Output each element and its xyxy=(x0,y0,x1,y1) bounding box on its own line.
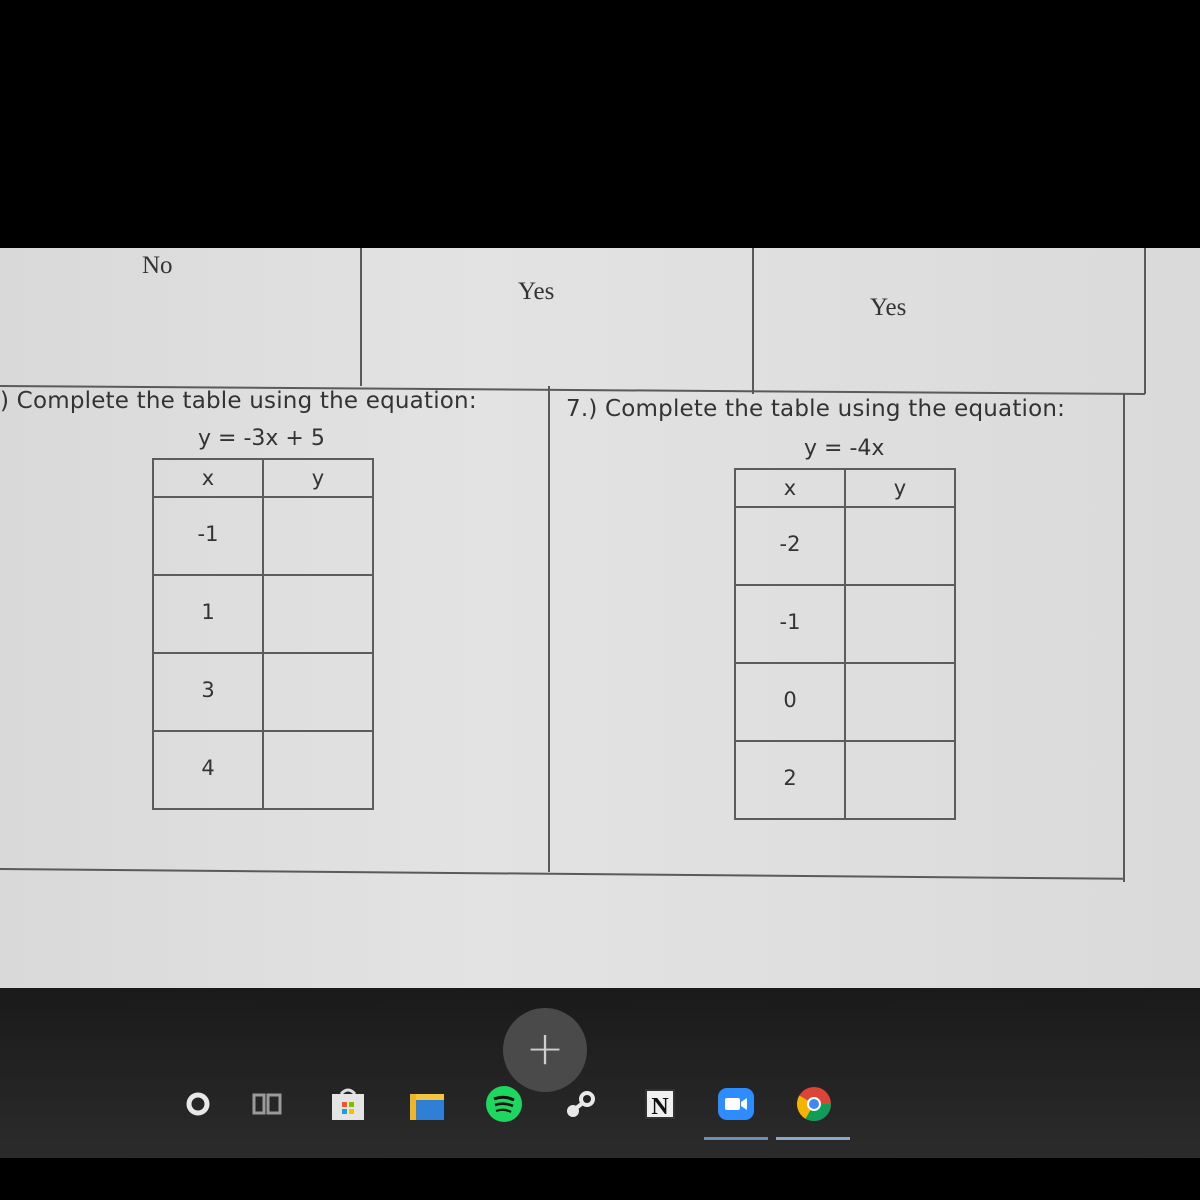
y-answer-cell[interactable] xyxy=(845,585,955,663)
answer-no: No xyxy=(142,252,173,279)
y-answer-cell[interactable] xyxy=(263,653,373,731)
chrome-icon[interactable] xyxy=(794,1084,834,1124)
table-row xyxy=(735,507,955,585)
table-row xyxy=(735,663,955,741)
x-cell: -2 xyxy=(735,507,845,585)
table-row xyxy=(153,497,373,575)
notion-icon[interactable] xyxy=(640,1084,680,1124)
table-row xyxy=(735,741,955,819)
y-answer-cell[interactable] xyxy=(263,575,373,653)
x-cell: -1 xyxy=(735,585,845,663)
table-row xyxy=(153,575,373,653)
table-header-x: x xyxy=(153,459,263,497)
y-answer-cell[interactable] xyxy=(845,741,955,819)
answer-yes-1: Yes xyxy=(518,278,555,305)
table-row xyxy=(153,731,373,809)
problem-6-equation: y = -3x + 5 xyxy=(198,426,325,451)
y-answer-cell[interactable] xyxy=(263,731,373,809)
chrome-active-indicator xyxy=(776,1137,850,1140)
worksheet-page xyxy=(0,248,1200,988)
x-cell: -1 xyxy=(153,497,263,575)
file-explorer-icon[interactable] xyxy=(406,1084,446,1124)
table-header-x: x xyxy=(735,469,845,507)
y-answer-cell[interactable] xyxy=(845,663,955,741)
task-view-icon[interactable] xyxy=(248,1084,288,1124)
problem-6-table xyxy=(152,458,374,810)
top-row-divider-2 xyxy=(752,248,754,394)
taskbar xyxy=(0,988,1200,1158)
y-answer-cell[interactable] xyxy=(263,497,373,575)
top-row-divider-1 xyxy=(360,248,362,386)
new-item-button[interactable]: + xyxy=(503,1008,587,1092)
store-icon[interactable] xyxy=(328,1084,368,1124)
problem-7-heading: 7.) Complete the table using the equation: xyxy=(566,396,1066,422)
zoom-active-indicator xyxy=(704,1137,768,1140)
problem-6-heading: ) Complete the table using the equation: xyxy=(0,388,477,414)
zoom-icon[interactable] xyxy=(716,1084,756,1124)
cortana-icon[interactable] xyxy=(178,1084,218,1124)
table-header-y: y xyxy=(845,469,955,507)
x-cell: 0 xyxy=(735,663,845,741)
x-cell: 4 xyxy=(153,731,263,809)
svg-text:N: N xyxy=(651,1094,669,1120)
x-cell: 3 xyxy=(153,653,263,731)
problem-divider xyxy=(548,386,550,872)
answer-yes-2: Yes xyxy=(870,294,907,321)
problem-7-equation: y = -4x xyxy=(804,436,885,461)
x-cell: 1 xyxy=(153,575,263,653)
table-header-y: y xyxy=(263,459,373,497)
right-border xyxy=(1123,394,1125,882)
steam-icon[interactable] xyxy=(560,1084,600,1124)
top-row-divider-3 xyxy=(1144,248,1146,394)
x-cell: 2 xyxy=(735,741,845,819)
problem-7-table xyxy=(734,468,956,820)
table-row xyxy=(153,653,373,731)
table-row xyxy=(735,585,955,663)
bottom-border xyxy=(0,868,1124,879)
y-answer-cell[interactable] xyxy=(845,507,955,585)
spotify-icon[interactable] xyxy=(484,1084,524,1124)
